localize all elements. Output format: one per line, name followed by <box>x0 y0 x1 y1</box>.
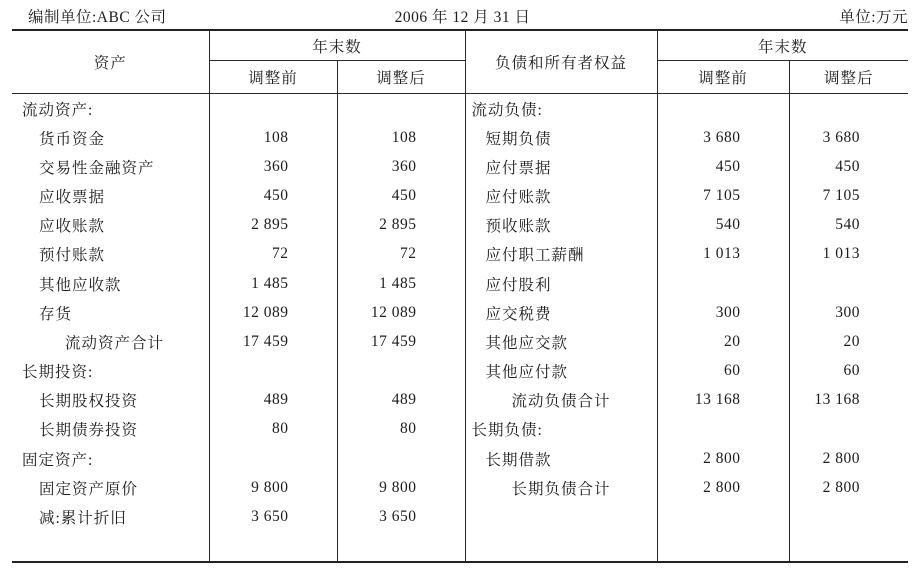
asset-name-cell <box>12 532 209 562</box>
table-row <box>12 123 908 152</box>
asset-after-cell <box>337 94 465 124</box>
liability-after-cell: 540 <box>789 211 908 240</box>
liability-after-cell: 1 013 <box>789 240 908 269</box>
asset-before-cell <box>209 357 337 386</box>
liability-before-cell: 3 680 <box>657 123 789 152</box>
liability-name-cell: 应付票据 <box>465 152 657 181</box>
asset-after-cell: 9 800 <box>337 473 465 502</box>
liability-name-cell: 短期负债 <box>465 123 657 152</box>
table-row <box>12 386 908 415</box>
liability-after-cell: 2 800 <box>789 444 908 473</box>
liabilities-column-header: 负债和所有者权益 <box>465 30 657 94</box>
table-row <box>12 327 908 356</box>
asset-before-cell: 108 <box>209 123 337 152</box>
year-end-header-liabilities: 年末数 <box>657 30 908 61</box>
table-row <box>12 240 908 269</box>
liability-name-cell: 长期负债合计 <box>465 473 657 502</box>
asset-before-cell: 489 <box>209 386 337 415</box>
table-row <box>12 473 908 502</box>
liability-name-cell <box>465 532 657 562</box>
asset-before-cell <box>209 94 337 124</box>
asset-before-cell: 450 <box>209 182 337 211</box>
asset-after-cell <box>337 532 465 562</box>
liability-after-cell: 3 680 <box>789 123 908 152</box>
liability-before-cell: 13 168 <box>657 386 789 415</box>
asset-name-cell: 长期债券投资 <box>39 422 139 440</box>
liability-after-cell <box>789 415 908 444</box>
asset-after-cell: 17 459 <box>337 327 465 356</box>
asset-after-cell: 80 <box>337 415 465 444</box>
asset-name-cell: 流动资产合计 <box>65 334 165 352</box>
table-row <box>12 298 908 327</box>
asset-before-cell: 2 895 <box>209 211 337 240</box>
table-row <box>12 357 908 386</box>
asset-name-cell: 长期股权投资 <box>39 393 139 411</box>
liability-before-cell: 2 800 <box>657 444 789 473</box>
liability-after-cell <box>789 532 908 562</box>
liability-before-cell: 450 <box>657 152 789 181</box>
asset-after-cell: 108 <box>337 123 465 152</box>
asset-before-cell <box>209 444 337 473</box>
liability-name-cell: 应付职工薪酬 <box>465 240 657 269</box>
asset-name-cell: 固定资产: <box>22 451 94 469</box>
asset-before-cell: 1 485 <box>209 269 337 298</box>
liability-after-cell: 60 <box>789 357 908 386</box>
liability-after-cell: 20 <box>789 327 908 356</box>
table-row <box>12 444 908 473</box>
year-end-header-assets: 年末数 <box>209 30 465 61</box>
liability-name-cell <box>465 502 657 531</box>
liability-after-cell <box>789 502 908 531</box>
asset-name-cell: 预付账款 <box>39 247 106 265</box>
liability-name-cell: 流动负债: <box>465 94 657 124</box>
asset-before-cell: 360 <box>209 152 337 181</box>
liability-before-cell: 540 <box>657 211 789 240</box>
liability-name-cell: 长期负债: <box>465 415 657 444</box>
asset-before-cell <box>209 532 337 562</box>
liability-before-cell: 60 <box>657 357 789 386</box>
liability-before-cell <box>657 532 789 562</box>
asset-after-cell <box>337 357 465 386</box>
asset-after-cell: 12 089 <box>337 298 465 327</box>
liability-name-cell: 预收账款 <box>465 211 657 240</box>
table-body <box>12 94 908 563</box>
liability-before-cell: 7 105 <box>657 182 789 211</box>
asset-after-cell: 2 895 <box>337 211 465 240</box>
liability-name-cell: 其他应付款 <box>465 357 657 386</box>
after-adjust-header-assets: 调整后 <box>337 61 465 94</box>
liability-after-cell: 13 168 <box>789 386 908 415</box>
liability-before-cell <box>657 269 789 298</box>
liability-name-cell: 流动负债合计 <box>465 386 657 415</box>
liability-after-cell: 7 105 <box>789 182 908 211</box>
table-row <box>12 415 908 444</box>
table-header <box>12 30 908 94</box>
asset-name-cell: 货币资金 <box>39 130 106 148</box>
liability-after-cell: 450 <box>789 152 908 181</box>
liability-before-cell: 20 <box>657 327 789 356</box>
liability-before-cell: 1 013 <box>657 240 789 269</box>
asset-after-cell: 3 650 <box>337 502 465 531</box>
asset-name-cell: 应收票据 <box>39 189 106 207</box>
asset-name-cell: 其他应收款 <box>39 276 122 294</box>
asset-before-cell: 17 459 <box>209 327 337 356</box>
statement-date: 2006 年 12 月 31 日 <box>394 9 531 26</box>
liability-name-cell: 其他应交款 <box>465 327 657 356</box>
table-row <box>12 269 908 298</box>
liability-after-cell: 300 <box>789 298 908 327</box>
liability-after-cell <box>789 94 908 124</box>
asset-before-cell: 12 089 <box>209 298 337 327</box>
asset-before-cell: 80 <box>209 415 337 444</box>
assets-column-header: 资产 <box>12 30 209 94</box>
asset-after-cell: 489 <box>337 386 465 415</box>
before-adjust-header-assets: 调整前 <box>209 61 337 94</box>
table-row <box>12 532 908 562</box>
after-adjust-header-liabilities: 调整后 <box>789 61 908 94</box>
asset-before-cell: 72 <box>209 240 337 269</box>
before-adjust-header-liabilities: 调整前 <box>657 61 789 94</box>
liability-before-cell <box>657 502 789 531</box>
asset-name-cell: 交易性金融资产 <box>39 159 155 177</box>
asset-name-cell: 减:累计折旧 <box>39 510 127 527</box>
liability-name-cell: 长期借款 <box>465 444 657 473</box>
asset-name-cell: 存货 <box>39 305 73 323</box>
meta-row <box>28 3 908 27</box>
liability-after-cell <box>789 269 908 298</box>
asset-after-cell: 450 <box>337 182 465 211</box>
asset-name-cell: 应收账款 <box>39 218 106 236</box>
asset-name-cell: 流动资产: <box>22 101 94 119</box>
table-row <box>12 211 908 240</box>
prepared-by-label: 编制单位:ABC 公司 <box>28 9 167 26</box>
asset-name-cell: 长期投资: <box>22 364 94 382</box>
liability-before-cell <box>657 94 789 124</box>
asset-before-cell: 9 800 <box>209 473 337 502</box>
asset-after-cell: 1 485 <box>337 269 465 298</box>
balance-sheet-table <box>12 29 908 563</box>
table-row <box>12 94 908 124</box>
asset-name-cell: 固定资产原价 <box>39 480 139 498</box>
asset-after-cell: 72 <box>337 240 465 269</box>
table-row <box>12 182 908 211</box>
table-row <box>12 152 908 181</box>
liability-before-cell <box>657 415 789 444</box>
liability-before-cell: 300 <box>657 298 789 327</box>
unit-label: 单位:万元 <box>839 9 908 26</box>
liability-name-cell: 应付股利 <box>465 269 657 298</box>
table-row <box>12 502 908 531</box>
liability-after-cell: 2 800 <box>789 473 908 502</box>
asset-before-cell: 3 650 <box>209 502 337 531</box>
liability-before-cell: 2 800 <box>657 473 789 502</box>
asset-after-cell <box>337 444 465 473</box>
liability-name-cell: 应交税费 <box>465 298 657 327</box>
asset-after-cell: 360 <box>337 152 465 181</box>
liability-name-cell: 应付账款 <box>465 182 657 211</box>
